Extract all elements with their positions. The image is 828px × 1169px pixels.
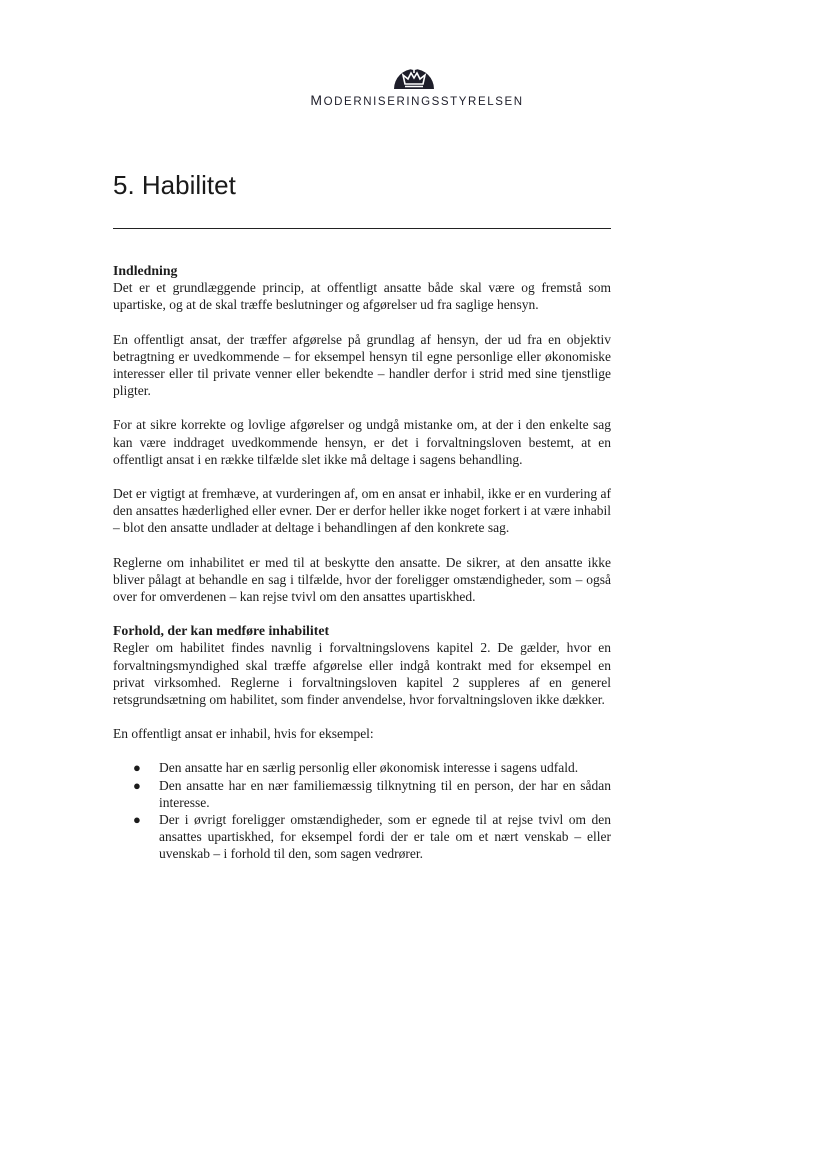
section-heading: Forhold, der kan medføre inhabilitet <box>113 623 330 639</box>
document-body <box>113 262 611 863</box>
list-item-text: Den ansatte har en særlig personlig eller økonomisk interesse i sagens udfald. <box>159 760 579 776</box>
list-item-text: Der i øvrigt foreligger omstændigheder, som er egnede til at rejse tvivl om den ansattes upartiskhed, for eksempel fordi der er tale om et nært venskab – eller uvenskab – i forhold til den, som sagen vedrører. <box>159 812 611 862</box>
agency-name-initial: M <box>310 92 324 108</box>
bullet-list <box>113 759 611 862</box>
paragraph: En offentligt ansat er inhabil, hvis for eksempel: <box>113 726 374 742</box>
list-item <box>133 777 611 811</box>
paragraph: Det er vigtigt at fremhæve, at vurderingen af, om en ansat er inhabil, ikke er en vurdering af den ansattes hæderlighed eller evner. Der er derfor heller ikke noget forkert i at være inhabil – blot den ansatte undlader at deltage i behandlingen af den konkrete sag. <box>113 486 611 536</box>
list-item-text: Den ansatte har en nær familiemæssig tilknytning til en person, der har en sådan interesse. <box>159 777 611 810</box>
bullet-icon: ● <box>133 812 141 828</box>
paragraph: Regler om habilitet findes navnlig i forvaltningslovens kapitel 2. De gælder, hvor en forvaltningsmyndighed skal træffe afgørelse eller indgå kontrakt med for eksempel en privat virksomhed. Reglerne i forvaltningsloven kapitel 2 suppleres af en generel retsgrundsætning om habilitet, som finder anvendelse, hvor forvaltningsloven ikke dækker. <box>113 640 611 708</box>
list-item <box>133 759 611 776</box>
paragraph: Reglerne om inhabilitet er med til at beskytte den ansatte. De sikrer, at den ansatte ikke bliver pålagt at behandle en sag i tilfælde, hvor der foreligger omstændigheder, som – også over for omverdenen – kan rejse tvivl om den ansattes upartiskhed. <box>113 554 611 605</box>
page-title: 5. Habilitet <box>113 170 236 200</box>
bullet-icon: ● <box>133 760 141 776</box>
agency-name <box>0 92 828 108</box>
paragraph: For at sikre korrekte og lovlige afgørelser og undgå mistanke om, at der i den enkelte sag kan være inddraget uvedkommende hensyn, er det i forvaltningsloven bestemt, at en offentligt ansat i en række tilfælde slet ikke må deltage i sagens behandling. <box>113 417 611 467</box>
section-heading: Indledning <box>113 263 178 278</box>
header <box>0 58 828 108</box>
paragraph: En offentligt ansat, der træffer afgørelse på grundlag af hensyn, der ud fra en objektiv betragtning er uvedkommende – for eksempel hensyn til egne personlige eller økonomiske interesser eller til private venner eller bekendte – handler derfor i strid med sine tjenstlige pligter. <box>113 331 611 399</box>
title-divider <box>113 228 611 229</box>
paragraph: Det er et grundlæggende princip, at offentligt ansatte både skal være og fremstå som upartiske, og at de skal træffe beslutninger og afgørelser ud fra saglige hensyn. <box>113 280 611 313</box>
agency-name-rest: ODERNISERINGSSTYRELSEN <box>323 96 524 108</box>
crown-logo-icon <box>392 58 436 90</box>
list-item <box>133 811 611 863</box>
bullet-icon: ● <box>133 777 141 793</box>
